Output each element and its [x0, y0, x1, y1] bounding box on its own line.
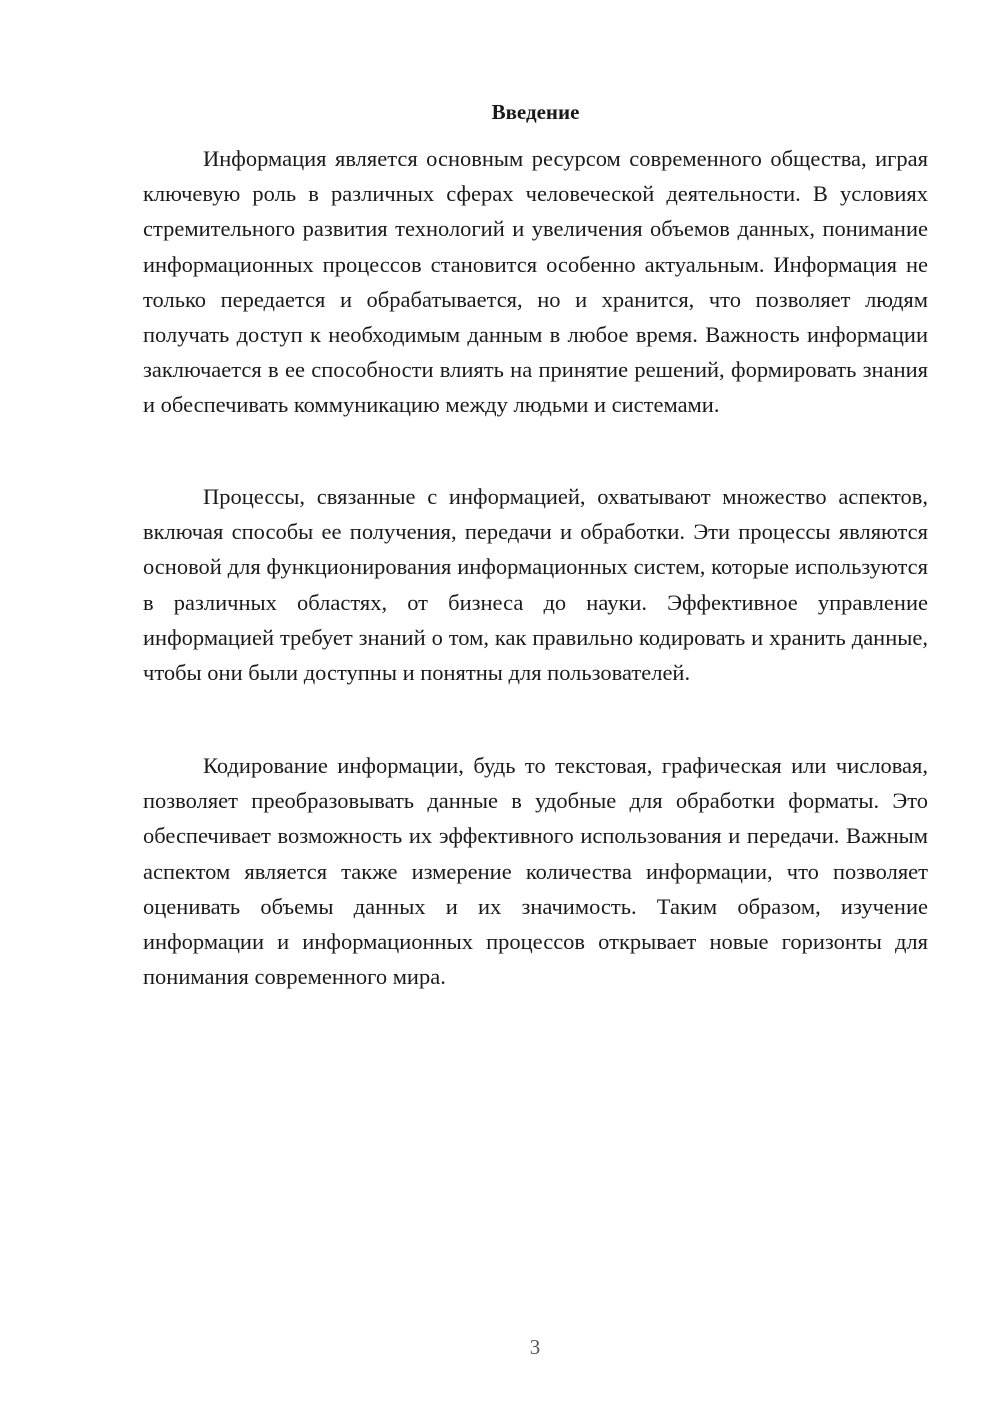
page-title: Введение — [491, 100, 580, 124]
paragraph-2: Процессы, связанные с информацией, охватывают множество аспектов, включая способы ее получения, передачи и обработки. Эти процессы являются основой для функционирования информационных систем, которые используются в различных областях, от бизнеса до науки. Эффективное управление информацией требует знаний о том, как правильно кодировать и хранить данные, чтобы они были доступны и понятны для пользователей. — [143, 484, 928, 686]
page-number: 3 — [529, 1335, 541, 1359]
paragraph-1: Информация является основным ресурсом современного общества, играя ключевую роль в различных сферах человеческой деятельности. В условиях стремительного развития технологий и увеличения объемов данных, понимание информационных процессов становится особенно актуальным. Информация не только передается и обрабатывается, но и хранится, что позволяет людям получать доступ к необходимым данным в любое время. Важность информации заключается в ее способности влиять на принятие решений, формировать знания и обеспечивать коммуникацию между людьми и системами. — [143, 146, 928, 418]
paragraph-3: Кодирование информации, будь то текстовая, графическая или числовая, позволяет преобразовывать данные в удобные для обработки форматы. Это обеспечивает возможность их эффективного использования и передачи. Важным аспектом является также измерение количества информации, что позволяет оценивать объемы данных и их значимость. Таким образом, изучение информации и информационных процессов открывает новые горизонты для понимания современного мира. — [143, 753, 928, 990]
